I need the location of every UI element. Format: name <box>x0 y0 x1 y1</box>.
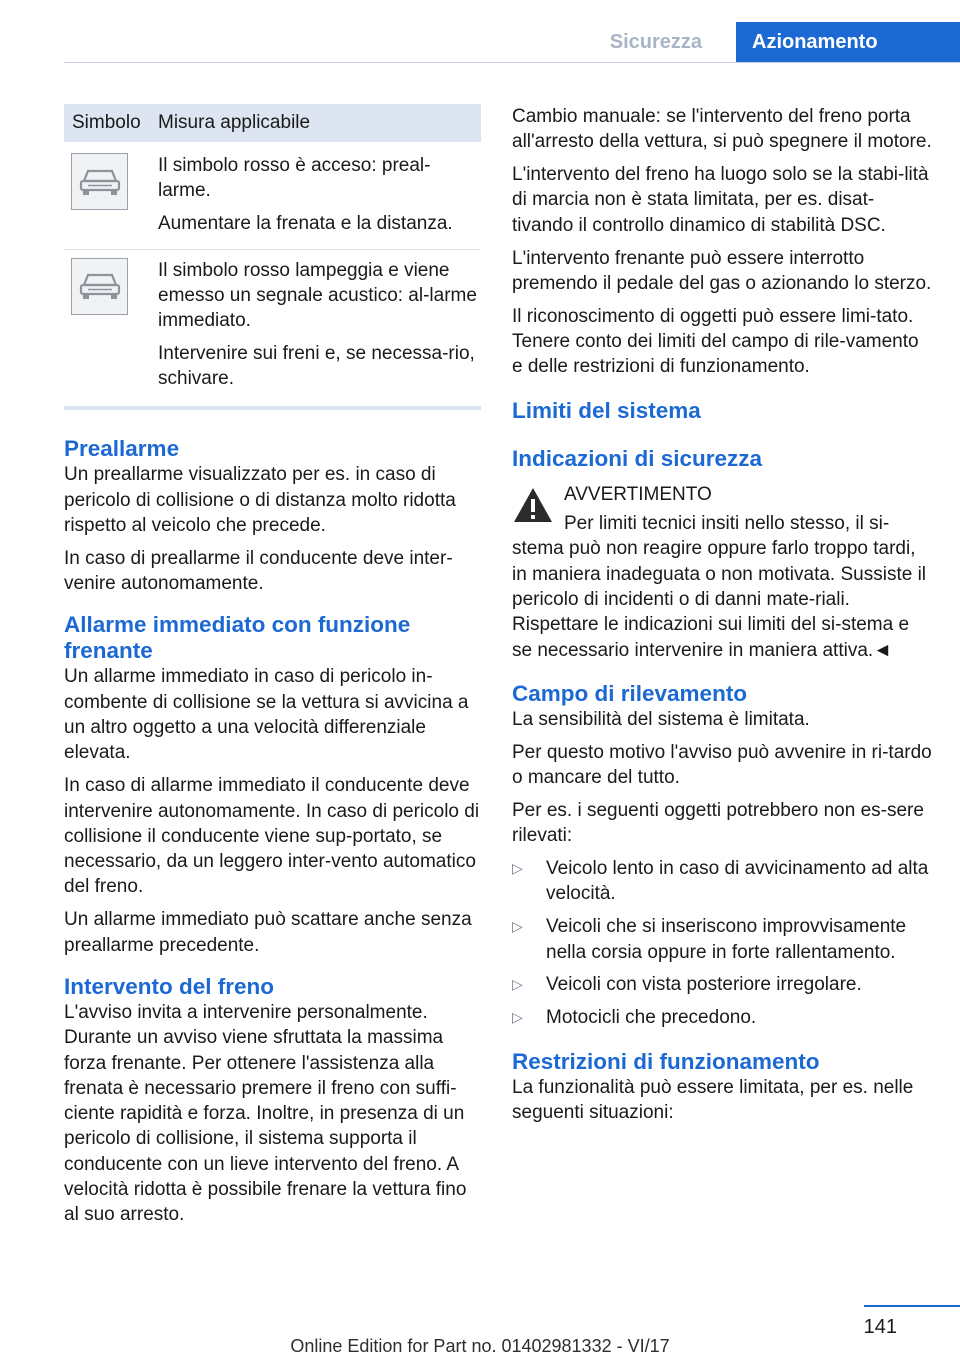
right-paragraph-1: Cambio manuale: se l'intervento del freno porta all'arresto della vettura, si può spegnere il motore. <box>512 106 932 153</box>
list-item: ▷ Veicoli con vista posteriore irregolare. <box>512 972 932 997</box>
bullet-triangle-icon: ▷ <box>512 976 523 993</box>
list-item: ▷ Veicoli che si inseriscono improvvisamente nella corsia oppure in forte rallentamento. <box>512 916 907 963</box>
immediate-paragraph-2: In caso di allarme immediato il conducente deve intervenire autonomamente. In caso di pericolo di collisione il conducente viene sup-portato, se necessario, da un leggero inter-vento automatico del freno. <box>64 775 480 898</box>
immediate-paragraph-3: Un allarme immediato può scattare anche senza preallarme precedente. <box>64 909 472 956</box>
bullet-triangle-icon: ▷ <box>512 1009 523 1026</box>
car-warning-icon <box>71 153 128 210</box>
list-item: ▷ Veicolo lento in caso di avvicinamento ad alta velocità. <box>512 858 929 905</box>
warning-triangle-icon <box>512 486 554 524</box>
col-header-symbol: Simbolo <box>64 104 150 142</box>
heading-function-restrictions: Restrizioni di funzionamento <box>512 1048 820 1074</box>
bullet-triangle-icon: ▷ <box>512 918 523 935</box>
symbol-table <box>64 104 481 404</box>
page-number-rule <box>864 1305 960 1307</box>
heading-detection-range: Campo di rilevamento <box>512 680 748 706</box>
header-rule <box>64 62 960 63</box>
heading-system-limits: Limiti del sistema <box>512 397 701 423</box>
right-paragraph-3: L'intervento frenante può essere interrotto premendo il pedale del gas o azionando lo sterzo. <box>512 247 932 294</box>
row1-line2: Aumentare la frenata e la distanza. <box>158 212 453 234</box>
table-row <box>64 142 481 249</box>
bullet-triangle-icon: ▷ <box>512 860 523 877</box>
prealarm-paragraph-1: Un preallarme visualizzato per es. in caso di pericolo di collisione o di distanza molto ridotta rispetto al veicolo che precede. <box>64 464 456 536</box>
range-paragraph-2: Per questo motivo l'avviso può avvenire in ri-tardo o mancare del tutto. <box>512 741 932 789</box>
warning-lead: Per limiti tecnici insiti nello stesso, il si- <box>564 513 890 535</box>
warning-block <box>512 482 932 663</box>
list-item: ▷ Motocicli che precedono. <box>512 1005 932 1030</box>
prealarm-paragraph-2: In caso di preallarme il conducente deve inter-venire autonomamente. <box>64 547 453 595</box>
row2-line2: Intervenire sui freni e, se necessa-rio, schivare. <box>158 342 475 390</box>
row2-line1: Il simbolo rosso lampeggia e viene emesso un segnale acustico: al-larme immediato. <box>158 259 477 332</box>
heading-prealarm: Preallarme <box>64 436 180 462</box>
table-row <box>64 249 481 404</box>
left-column <box>64 104 481 1235</box>
range-paragraph-1: La sensibilità del sistema è limitata. <box>512 708 810 730</box>
warning-title: AVVERTIMENTO <box>564 483 712 505</box>
right-column <box>512 104 932 1133</box>
col-header-measure: Misura applicabile <box>150 104 481 142</box>
heading-brake-intervention: Intervento del freno <box>64 973 275 999</box>
header-chapter-tab[interactable]: Azionamento <box>736 22 960 62</box>
undetected-objects-list <box>512 856 932 1031</box>
warning-body: stema può non reagire oppure farlo troppo tardi, in maniera inadeguata o non motivata. Sussiste il pericolo di incidenti o di danni mate-riali. Rispettare le indicazioni sui limiti del si-stema e se necessario intervenire in maniera attiva.◄ <box>512 538 927 661</box>
row1-line1: Il simbolo rosso è acceso: preal-larme. <box>158 155 431 202</box>
brake-paragraph-1: L'avviso invita a intervenire personalmente. Durante un avviso viene sfruttata la massima forza frenante. Per ottenere l'assistenza alla frenata è necessario premere il freno con suffi-ciente rapidità e forza. Inoltre, in presenza di un pericolo di collisione, il sistema supporta il conducente con un lieve intervento del freno. A velocità ridotta è possibile frenare la vettura fino al suo arresto. <box>64 1001 467 1226</box>
heading-safety-notes: Indicazioni di sicurezza <box>512 445 763 471</box>
table-end-rule <box>64 406 481 410</box>
heading-immediate-alarm: Allarme immediato con funzione frenante <box>64 612 411 664</box>
header-section-tab[interactable]: Sicurezza <box>609 31 702 53</box>
edition-footer: Online Edition for Part no. 01402981332 - VI/17 <box>290 1336 670 1356</box>
range-paragraph-3: Per es. i seguenti oggetti potrebbero non es-sere rilevati: <box>512 799 924 847</box>
immediate-paragraph-1: Un allarme immediato in caso di pericolo in-combente di collisione se la vettura si avvicina a un altro oggetto a una velocità differenziale elevata. <box>64 666 469 764</box>
right-paragraph-2: L'intervento del freno ha luogo solo se la stabi-lità di marcia non è stata limitata, per es. disat-tivando il controllo dinamico di stabilità DSC. <box>512 164 929 236</box>
right-paragraph-4: Il riconoscimento di oggetti può essere limi-tato. Tenere conto dei limiti del campo di rile-vamento e delle restrizioni di funzionamento. <box>512 305 919 378</box>
restrict-paragraph-1: La funzionalità può essere limitata, per es. nelle seguenti situazioni: <box>512 1076 914 1123</box>
car-warning-icon <box>71 258 128 315</box>
page-number: 141 <box>863 1316 897 1338</box>
